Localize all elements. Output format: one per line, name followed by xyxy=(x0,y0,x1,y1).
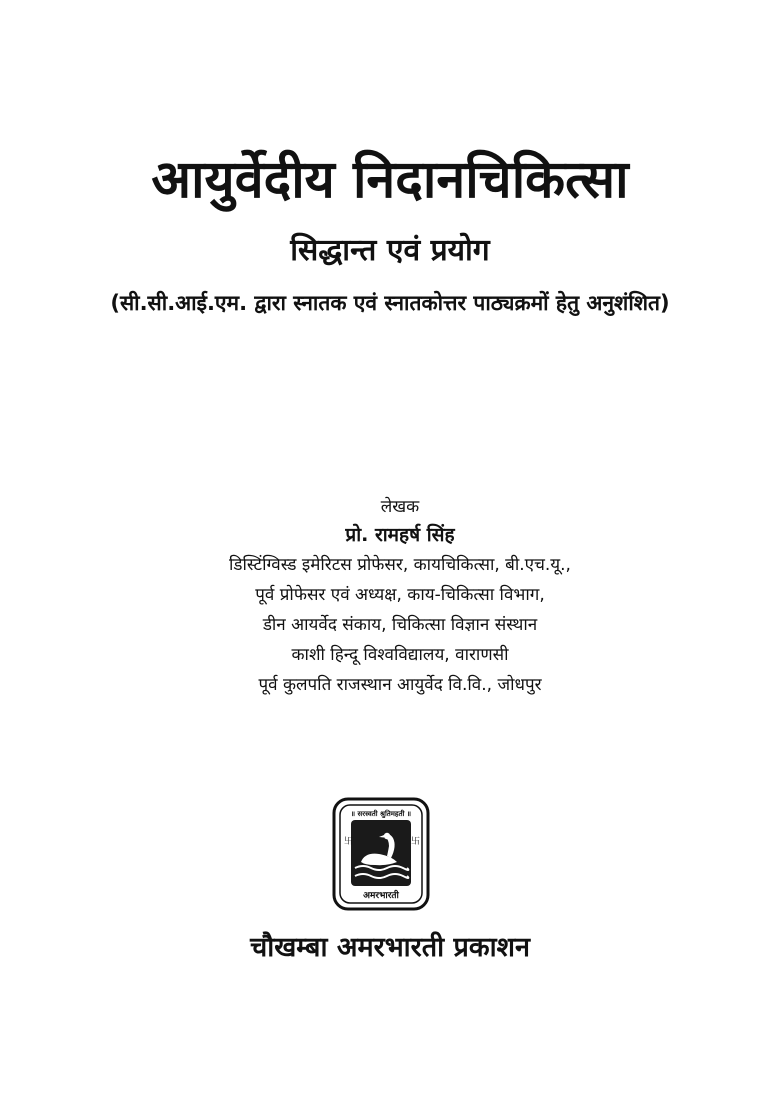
book-subtitle: सिद्धान्त एवं प्रयोग xyxy=(290,233,490,268)
author-credential: पूर्व कुलपति राजस्थान आयुर्वेद वि.वि., जोधपुर xyxy=(258,675,542,695)
author-credential: काशी हिन्दू विश्वविद्यालय, वाराणसी xyxy=(291,645,509,665)
author-name: प्रो. रामहर्ष सिंह xyxy=(345,524,455,546)
svg-text:अमरभारती: अमरभारती xyxy=(363,891,399,901)
author-credential: डीन आयर्वेद संकाय, चिकित्सा विज्ञान संस्थान xyxy=(262,615,538,635)
recommendation-note: (सी.सी.आई.एम. द्वारा स्नातक एवं स्नातकोत्तर पाठ्यक्रमों हेतु अनुशंशित) xyxy=(110,291,670,315)
svg-text:॥ सरस्वती श्रुतिमहती ॥: ॥ सरस्वती श्रुतिमहती ॥ xyxy=(350,810,412,818)
svg-text:卐: 卐 xyxy=(411,837,421,847)
publisher-logo xyxy=(331,796,431,912)
svg-text:卐: 卐 xyxy=(344,837,354,847)
author-block xyxy=(0,494,780,700)
swan-emblem-icon xyxy=(331,796,431,912)
author-credential: डिस्टिंग्विस्ड इमेरिटस प्रोफेसर, कायचिकित्सा, बी.एच.यू., xyxy=(229,555,571,575)
author-credential: पूर्व प्रोफेसर एवं अध्यक्ष, काय-चिकित्सा विभाग, xyxy=(255,585,545,605)
author-label: लेखक xyxy=(380,497,420,517)
publisher-name: चौखम्बा अमरभारती प्रकाशन xyxy=(250,932,530,963)
book-title: आयुर्वेदीय निदानचिकित्सा xyxy=(151,150,629,210)
